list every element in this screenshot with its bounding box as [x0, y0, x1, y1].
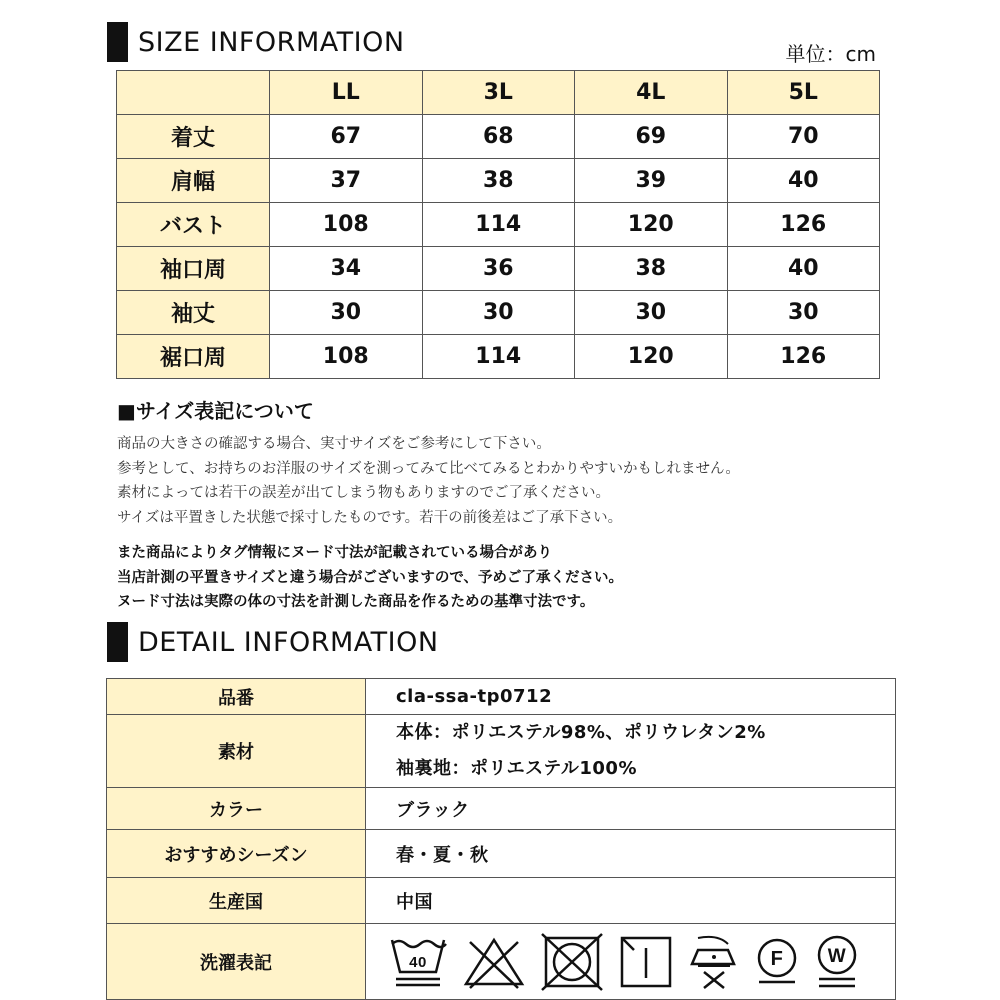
- wet-clean-letter: W: [827, 945, 847, 967]
- size-cell: 39: [575, 159, 728, 203]
- size-cell: 67: [270, 115, 423, 159]
- size-table-corner: [117, 71, 270, 115]
- size-row-label: バスト: [117, 203, 270, 247]
- size-column-header: 5L: [727, 71, 880, 115]
- size-cell: 30: [422, 291, 575, 335]
- size-information-heading: [107, 22, 405, 62]
- detail-row-care: [107, 924, 896, 1000]
- size-cell: 120: [575, 335, 728, 379]
- material-line: 袖裏地：ポリエステル100%: [396, 758, 637, 779]
- size-cell: 36: [422, 247, 575, 291]
- size-table-row: [117, 203, 880, 247]
- size-table-row: [117, 159, 880, 203]
- detail-row-color: [107, 788, 896, 830]
- size-cell: 114: [422, 203, 575, 247]
- size-table-row: [117, 115, 880, 159]
- nude-size-note-line: ヌード寸法は実際の体の寸法を計測した商品を作るための基準寸法です。: [117, 594, 595, 610]
- nude-size-note-line: 当店計測の平置きサイズと違う場合がございますので、予めご了承ください。: [117, 569, 624, 586]
- size-table-row: [117, 291, 880, 335]
- size-cell: 38: [575, 247, 728, 291]
- detail-information-title: DETAIL INFORMATION: [138, 626, 439, 658]
- size-note-line: 商品の大きさの確認する場合、実寸サイズをご参考にして下さい。: [117, 436, 551, 452]
- size-row-label: 着丈: [117, 115, 270, 159]
- line-dry-icon: [618, 934, 674, 990]
- size-cell: 38: [422, 159, 575, 203]
- detail-table: [106, 678, 896, 1000]
- heading-bar: [107, 622, 128, 662]
- size-column-header: 4L: [575, 71, 728, 115]
- size-cell: 30: [727, 291, 880, 335]
- size-cell: 114: [422, 335, 575, 379]
- professional-dry-clean-f-icon: [754, 934, 800, 990]
- origin-value: 中国: [366, 878, 896, 924]
- wash-temperature: 40: [409, 953, 427, 971]
- detail-row-season: [107, 830, 896, 878]
- size-note-text: [117, 432, 740, 530]
- size-note-line: サイズは平置きした状態で採寸したものです。若干の前後差はご了承下さい。: [117, 509, 623, 526]
- detail-label: 生産国: [107, 878, 366, 924]
- nude-size-note: [117, 541, 623, 615]
- size-note-line: 素材によっては若干の誤差が出てしまう物もありますのでご了承ください。: [117, 485, 610, 501]
- unit-label: 単位：cm: [785, 42, 876, 66]
- size-cell: 68: [422, 115, 575, 159]
- care-symbols: [366, 924, 896, 1000]
- size-cell: 126: [727, 335, 880, 379]
- detail-label: 洗濯表記: [107, 924, 366, 1000]
- size-note-heading: ■サイズ表記について: [117, 399, 314, 423]
- detail-label: 素材: [107, 715, 366, 788]
- material-line: 本体：ポリエステル98%、ポリウレタン2%: [396, 722, 766, 743]
- professional-wet-clean-gentle-icon: [814, 933, 860, 991]
- detail-row-material: [107, 715, 896, 788]
- size-row-label: 袖丈: [117, 291, 270, 335]
- detail-label: カラー: [107, 788, 366, 830]
- size-table-header-row: [117, 71, 880, 115]
- size-cell: 120: [575, 203, 728, 247]
- size-row-label: 袖口周: [117, 247, 270, 291]
- season-value: 春・夏・秋: [366, 830, 896, 878]
- size-table-row: [117, 247, 880, 291]
- detail-information-heading: [107, 622, 439, 662]
- size-cell: 30: [270, 291, 423, 335]
- size-column-header: 3L: [422, 71, 575, 115]
- wash-40-gentle-icon: [388, 934, 448, 990]
- detail-row-origin: [107, 878, 896, 924]
- size-cell: 30: [575, 291, 728, 335]
- size-cell: 40: [727, 247, 880, 291]
- size-table: [116, 70, 880, 379]
- size-row-label: 肩幅: [117, 159, 270, 203]
- material-value: [366, 715, 896, 788]
- size-row-label: 裾口周: [117, 335, 270, 379]
- detail-label: 品番: [107, 679, 366, 715]
- size-column-header: LL: [270, 71, 423, 115]
- iron-low-with-cloth-icon: [688, 932, 740, 992]
- size-cell: 108: [270, 203, 423, 247]
- size-cell: 40: [727, 159, 880, 203]
- size-cell: 69: [575, 115, 728, 159]
- heading-bar: [107, 22, 128, 62]
- size-cell: 37: [270, 159, 423, 203]
- size-cell: 70: [727, 115, 880, 159]
- size-cell: 126: [727, 203, 880, 247]
- dry-clean-letter: F: [770, 947, 784, 970]
- size-cell: 34: [270, 247, 423, 291]
- size-note-line: 参考として、お持ちのお洋服のサイズを測ってみて比べてみるとわかりやすいかもしれません。: [117, 460, 740, 477]
- detail-row-item-no: [107, 679, 896, 715]
- size-cell: 108: [270, 335, 423, 379]
- no-bleach-icon: [462, 934, 526, 990]
- size-information-title: SIZE INFORMATION: [138, 26, 405, 58]
- nude-size-note-line: また商品によりタグ情報にヌード寸法が記載されている場合があり: [117, 545, 552, 561]
- color-value: ブラック: [366, 788, 896, 830]
- no-tumble-dry-icon: [540, 932, 604, 992]
- item-number-value: cla-ssa-tp0712: [366, 679, 896, 715]
- size-table-row: [117, 335, 880, 379]
- detail-label: おすすめシーズン: [107, 830, 366, 878]
